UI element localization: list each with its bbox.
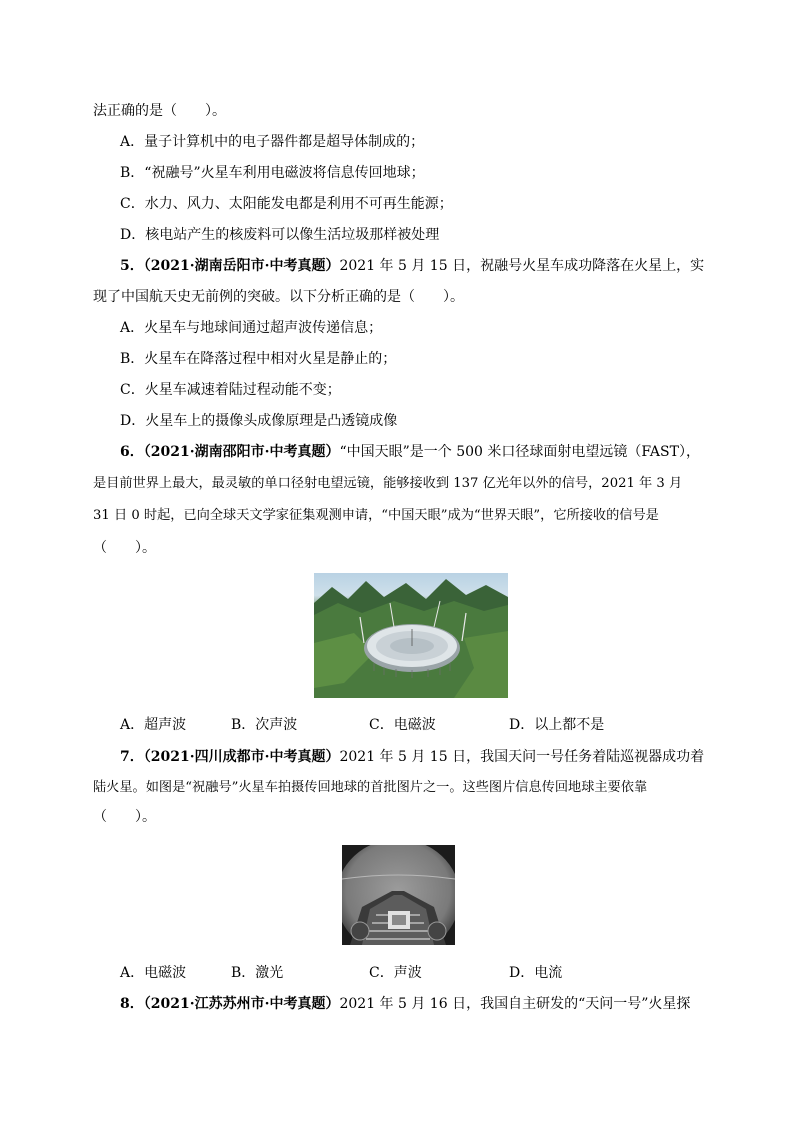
q7-stem-line-3: （ ）。: [93, 809, 156, 825]
q6-option-a: A．超声波: [120, 717, 187, 733]
q5-stem-line-1: [120, 256, 704, 276]
q4-option-d: D．核电站产生的核废料可以像生活垃圾那样被处理: [120, 227, 440, 243]
mars-rover-photo: [342, 845, 455, 945]
q5-option-a: A．火星车与地球间通过超声波传递信息；: [120, 320, 383, 336]
q7-stem-line-1: [120, 747, 704, 767]
q8-text: 2021 年 5 月 16 日，我国自主研发的“天问一号”火星探: [339, 996, 691, 1012]
q5-number: 5．: [120, 258, 144, 274]
q6-text: “中国天眼”是一个 500 米口径球面射电望远镜（FAST），: [339, 444, 700, 460]
q7-number: 7．: [120, 749, 144, 765]
q6-stem-line-1: [120, 442, 700, 462]
fast-telescope-illustration: [314, 573, 508, 698]
q6-stem-line-4: （ ）。: [93, 540, 156, 556]
q4-option-a: A．量子计算机中的电子器件都是超导体制成的；: [120, 134, 425, 150]
q6-number: 6．: [120, 444, 144, 460]
q4-stem-tail: 法正确的是（ ）。: [93, 103, 226, 119]
q7-option-a: A．电磁波: [120, 965, 187, 981]
fast-telescope-photo: [314, 573, 508, 698]
q6-source: （2021·湖南邵阳市·中考真题）: [143, 444, 340, 460]
q5-source: （2021·湖南岳阳市·中考真题）: [143, 258, 340, 274]
q4-option-c: C．水力、风力、太阳能发电都是利用不可再生能源；: [120, 196, 453, 212]
q8-number: 8．: [120, 996, 144, 1012]
mars-rover-illustration: [342, 845, 455, 945]
q5-option-d: D．火星车上的摄像头成像原理是凸透镜成像: [120, 413, 398, 429]
q5-text: 2021 年 5 月 15 日，祝融号火星车成功降落在火星上，实: [339, 258, 705, 274]
q7-option-d: D．电流: [509, 965, 563, 981]
q8-stem-line-1: [120, 994, 690, 1014]
q4-option-b: B．“祝融号”火星车利用电磁波将信息传回地球；: [120, 165, 425, 181]
q6-stem-line-2: 是目前世界上最大，最灵敏的单口径射电望远镜，能够接收到 137 亿光年以外的信号，2021 年 3 月: [93, 476, 683, 491]
q6-stem-line-3: 31 日 0 时起，已向全球天文学家征集观测申请，“中国天眼”成为“世界天眼”，它所接收的信号是: [93, 508, 659, 523]
q7-option-b: B．激光: [231, 965, 284, 981]
q7-source: （2021·四川成都市·中考真题）: [143, 749, 340, 765]
q7-stem-line-2: 陆火星。如图是“祝融号”火星车拍摄传回地球的首批图片之一。这些图片信息传回地球主要依靠: [93, 780, 648, 795]
q6-option-d: D．以上都不是: [509, 717, 605, 733]
q6-option-b: B．次声波: [231, 717, 298, 733]
q5-option-c: C．火星车减速着陆过程动能不变；: [120, 382, 341, 398]
q7-text: 2021 年 5 月 15 日，我国天问一号任务着陆巡视器成功着: [339, 749, 705, 765]
q7-option-c: C．声波: [369, 965, 422, 981]
q5-option-b: B．火星车在降落过程中相对火星是静止的；: [120, 351, 397, 367]
q8-source: （2021·江苏苏州市·中考真题）: [143, 996, 340, 1012]
q5-stem-line-2: 现了中国航天史无前例的突破。以下分析正确的是（ ）。: [93, 289, 464, 305]
q6-option-c: C．电磁波: [369, 717, 436, 733]
